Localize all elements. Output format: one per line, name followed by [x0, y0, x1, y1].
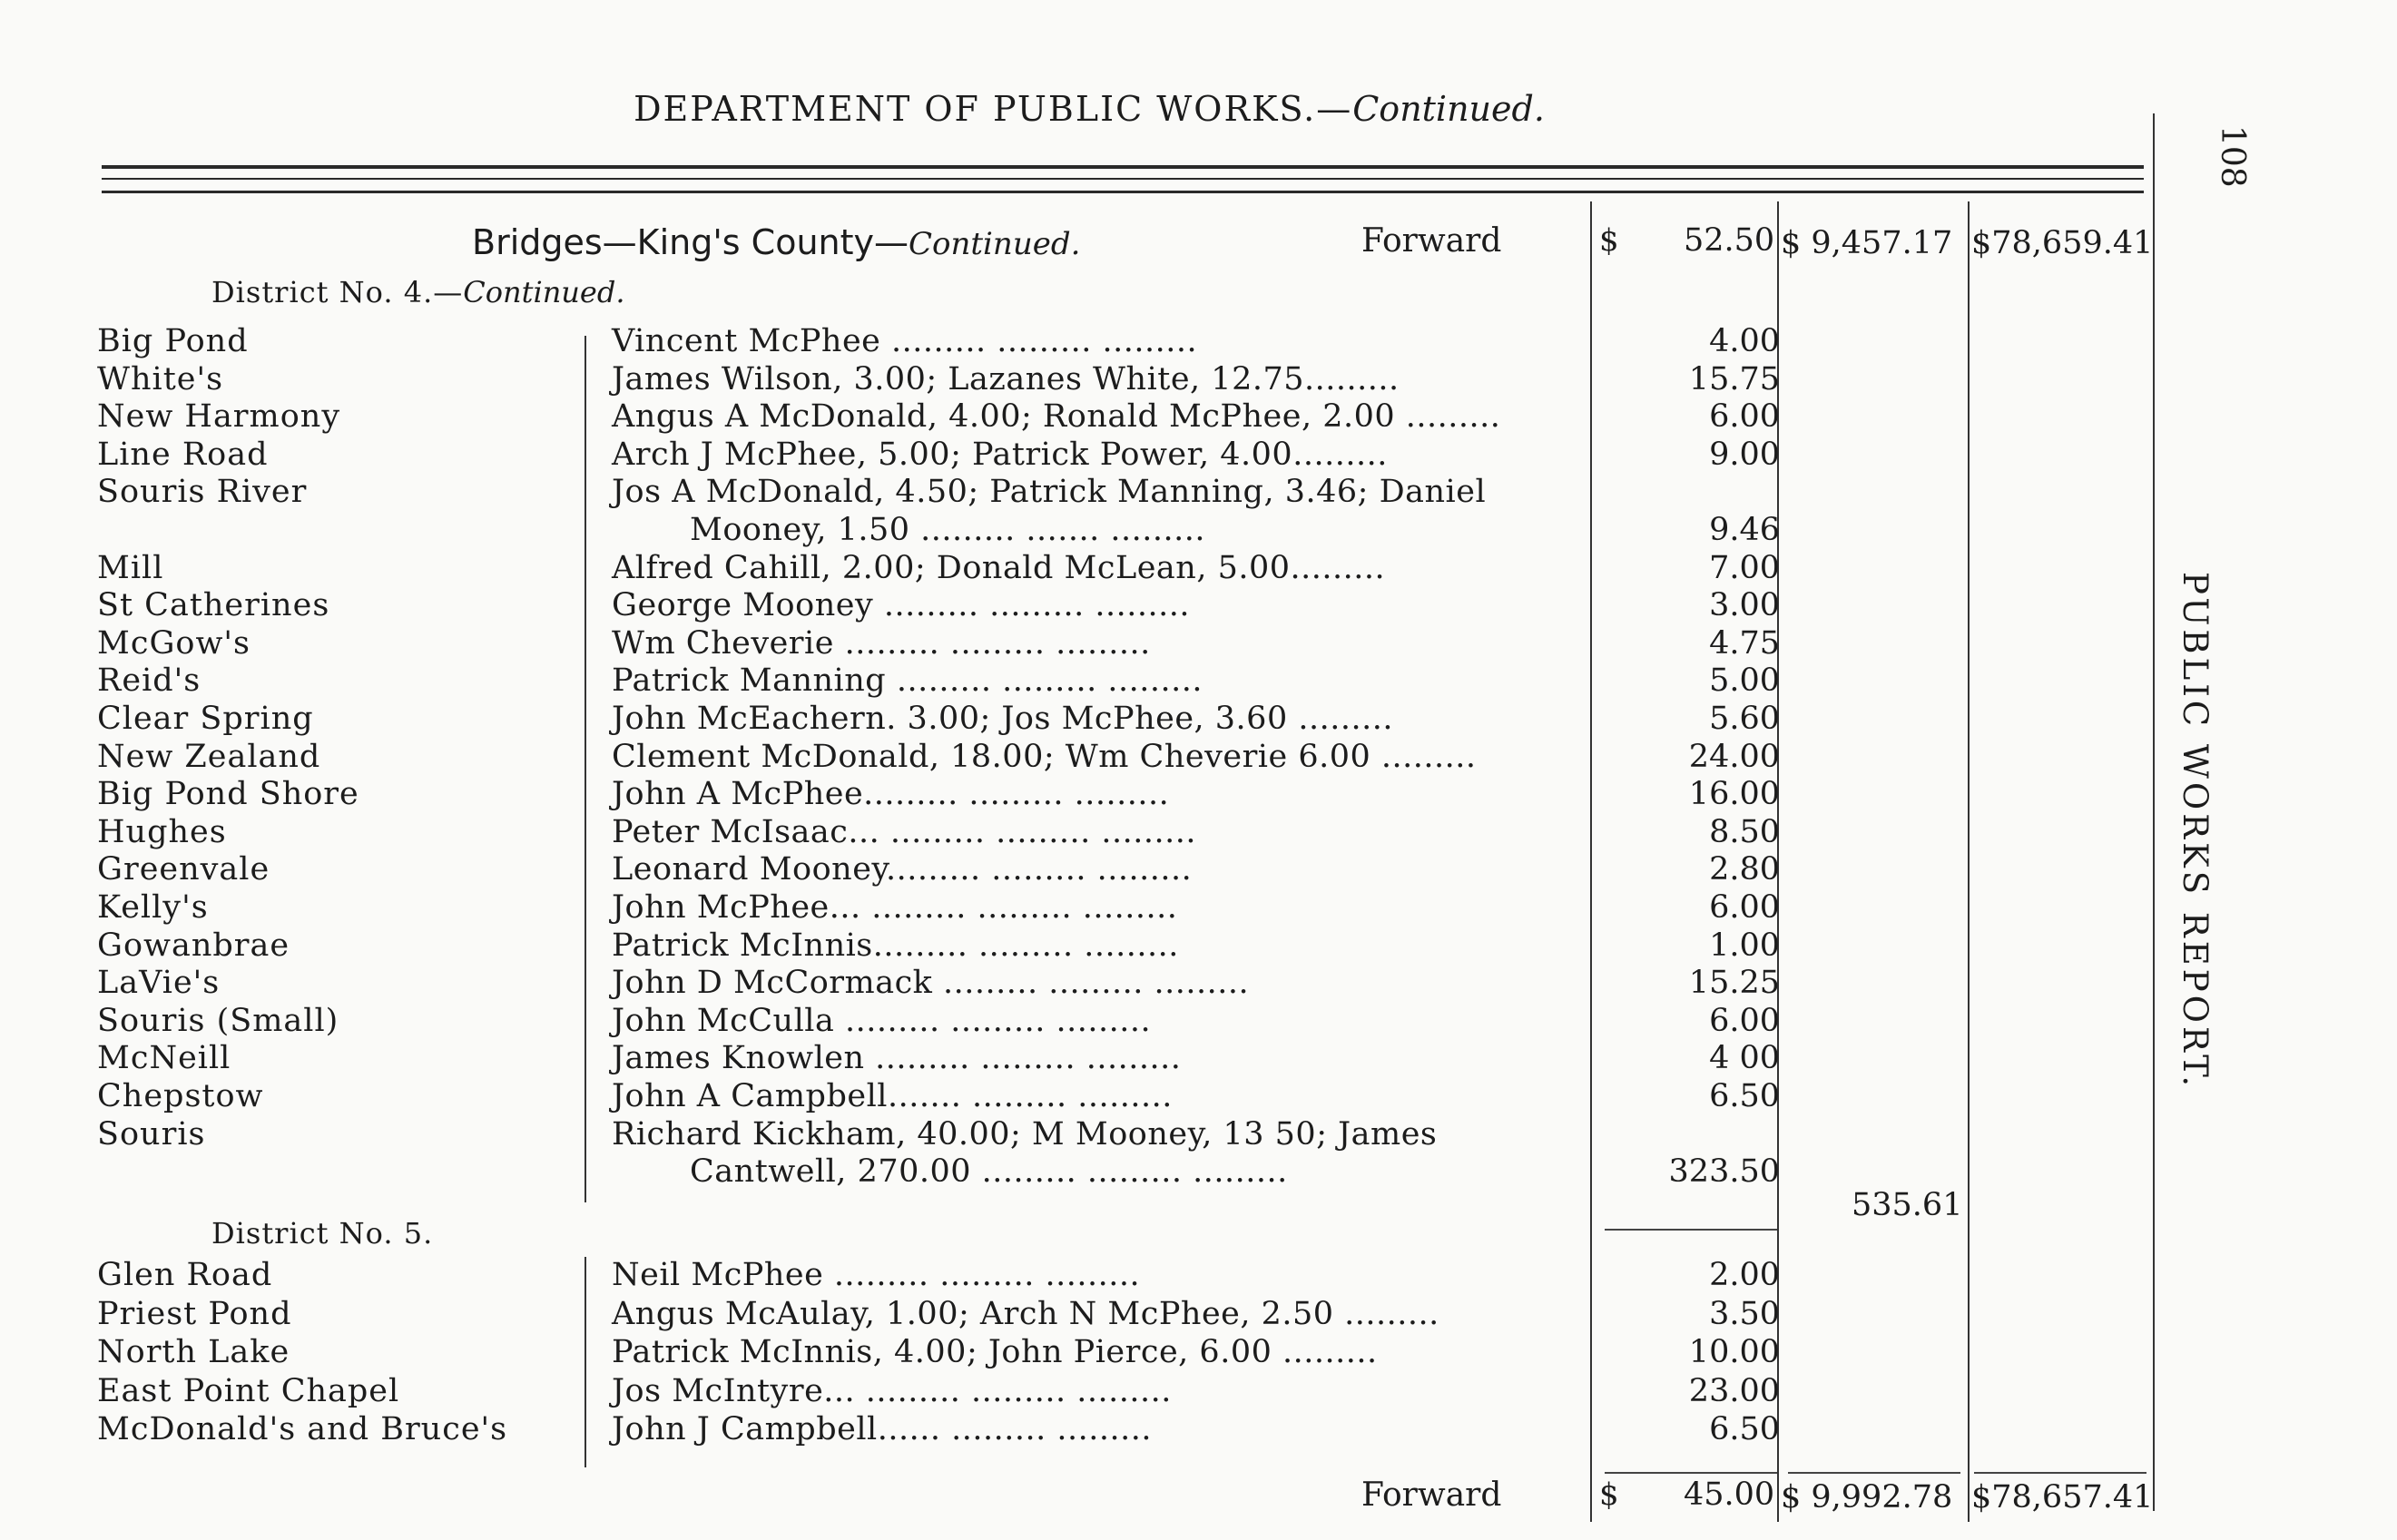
table-row: [0, 662, 2397, 701]
payee-entry: Patrick Manning ......... ......... .........: [612, 662, 1203, 700]
amount: 6.00: [1709, 1002, 1780, 1039]
amount: 10.00: [1688, 1334, 1780, 1370]
table-row: [0, 474, 2397, 512]
header-rule: [102, 191, 2144, 193]
table-row: [0, 625, 2397, 663]
payee-entry: Angus A McDonald, 4.00; Ronald McPhee, 2.00 .........: [612, 398, 1501, 436]
forward-label: Forward: [1361, 1476, 1502, 1514]
place-name: North Lake: [97, 1334, 290, 1370]
place-name: Big Pond Shore: [97, 776, 359, 813]
total-rule: [1605, 1472, 1777, 1474]
amount: 3.00: [1709, 587, 1780, 624]
amount: 5.00: [1709, 662, 1780, 700]
table-row: [0, 1296, 2397, 1334]
total-rule: [1788, 1472, 1960, 1474]
forward-amount: $ 9,992.78: [1781, 1479, 1953, 1515]
place-name: Priest Pond: [97, 1295, 292, 1332]
forward-dollar-sign: $: [1599, 222, 1619, 259]
payee-entry: Patrick McInnis......... ......... .........: [612, 927, 1179, 964]
table-row: [0, 587, 2397, 625]
payee-entry: James Wilson, 3.00; Lazanes White, 12.75.........: [612, 360, 1400, 397]
payee-entry: George Mooney ......... ......... .........: [612, 587, 1190, 624]
place-name: White's: [97, 360, 224, 397]
table-row: [0, 851, 2397, 889]
amount: 6.00: [1709, 398, 1780, 436]
payee-entry: Peter McIsaac... ......... ......... .........: [612, 813, 1197, 850]
payee-entry: John A McPhee......... ......... .........: [612, 776, 1170, 813]
amount: 323.50: [1668, 1153, 1780, 1191]
place-name: Clear Spring: [97, 701, 314, 737]
running-title: PUBLIC WORKS REPORT.: [2176, 572, 2215, 1091]
section-title-text: Bridges—King's County—: [472, 222, 909, 262]
forward-amount: 52.50: [1684, 222, 1775, 259]
payee-entry: Patrick McInnis, 4.00; John Pierce, 6.00 .........: [612, 1334, 1378, 1370]
payee-entry: Neil McPhee ......... ......... .........: [612, 1257, 1141, 1293]
amount: 6.00: [1709, 889, 1780, 926]
table-row: [0, 1153, 2397, 1192]
forward-dollar-sign: $: [1599, 1476, 1619, 1513]
table-row: [0, 1334, 2397, 1372]
table-row: [0, 1373, 2397, 1411]
place-name: Souris (Small): [97, 1002, 339, 1039]
amount: 9.00: [1709, 436, 1780, 473]
table-row: [0, 1116, 2397, 1154]
table-row: [0, 1257, 2397, 1295]
payee-entry: Jos A McDonald, 4.50; Patrick Manning, 3.46; Daniel: [612, 474, 1487, 511]
amount: 9.46: [1709, 512, 1780, 548]
table-row: [0, 889, 2397, 927]
place-name: McDonald's and Bruce's: [97, 1411, 508, 1447]
payee-entry: John D McCormack ......... ......... .........: [612, 965, 1250, 1002]
place-name: LaVie's: [97, 965, 221, 1002]
amount: 4 00: [1709, 1040, 1780, 1077]
payee-entry: Angus McAulay, 1.00; Arch N McPhee, 2.50 .........: [612, 1295, 1439, 1332]
place-name: McNeill: [97, 1040, 231, 1077]
amount: 2.80: [1709, 851, 1780, 888]
place-name: McGow's: [97, 624, 251, 662]
subtotal-rule: [1605, 1229, 1777, 1231]
district-subtotal: 535.61: [1852, 1187, 1963, 1223]
payee-entry: John McEachern. 3.00; Jos McPhee, 3.60 .........: [612, 701, 1393, 737]
place-name: Glen Road: [97, 1257, 273, 1293]
payee-entry: John McPhee... ......... ......... .........: [612, 889, 1178, 926]
place-name: Mill: [97, 549, 164, 586]
place-name: Souris: [97, 1115, 206, 1153]
payee-entry: Richard Kickham, 40.00; M Mooney, 13 50; James: [612, 1115, 1438, 1153]
payee-entry: Alfred Cahill, 2.00; Donald McLean, 5.00.........: [612, 549, 1386, 586]
amount: 1.00: [1709, 927, 1780, 964]
amount: 3.50: [1709, 1295, 1780, 1332]
amount: 6.50: [1709, 1078, 1780, 1114]
table-row: [0, 361, 2397, 399]
table-row: [0, 512, 2397, 550]
payee-entry: John McCulla ......... ......... .........: [612, 1002, 1152, 1039]
place-name: Line Road: [97, 436, 269, 473]
payee-entry: Arch J McPhee, 5.00; Patrick Power, 4.00.........: [612, 436, 1388, 473]
place-name: East Point Chapel: [97, 1372, 400, 1409]
table-row: [0, 776, 2397, 814]
place-name: New Zealand: [97, 738, 321, 775]
amount: 23.00: [1688, 1372, 1780, 1409]
page-title-continued: Continued.: [1352, 89, 1545, 129]
place-name: Big Pond: [97, 323, 249, 359]
forward-label: Forward: [1361, 222, 1502, 260]
section-title: [472, 222, 1080, 262]
amount: 15.25: [1688, 965, 1780, 1002]
table-row: [0, 550, 2397, 588]
payee-entry: Clement McDonald, 18.00; Wm Cheverie 6.00 .........: [612, 738, 1477, 775]
payee-entry: Jos McIntyre... ......... ......... .........: [612, 1372, 1172, 1409]
payee-entry: John J Campbell...... ......... .........: [612, 1411, 1152, 1447]
place-name: Gowanbrae: [97, 927, 290, 964]
district-heading: [211, 275, 625, 309]
place-name: Kelly's: [97, 889, 209, 926]
header-rule: [102, 178, 2144, 180]
place-name: Chepstow: [97, 1078, 264, 1114]
payee-entry: James Knowlen ......... ......... .........: [612, 1040, 1182, 1077]
forward-amount: $ 9,457.17: [1781, 225, 1953, 261]
amount: 2.00: [1709, 1257, 1780, 1293]
table-row: [0, 1040, 2397, 1078]
payee-entry: John A Campbell....... ......... .........: [612, 1078, 1173, 1114]
district-label: District No. 4.—: [211, 275, 464, 309]
table-row: [0, 323, 2397, 361]
payee-entry: Vincent McPhee ......... ......... .........: [612, 323, 1198, 359]
district-label: District No. 5.: [211, 1216, 434, 1251]
header-rule: [102, 165, 2144, 169]
place-name: Reid's: [97, 662, 201, 700]
place-name: Hughes: [97, 813, 227, 850]
page-number: 108: [2214, 125, 2251, 188]
payee-entry: Wm Cheverie ......... ......... .........: [612, 624, 1151, 662]
table-row: [0, 398, 2397, 436]
forward-amount: $78,657.41: [1971, 1479, 2154, 1515]
table-row: [0, 814, 2397, 852]
place-name: New Harmony: [97, 398, 341, 436]
place-name: St Catherines: [97, 587, 330, 624]
table-row: [0, 701, 2397, 739]
amount: 4.00: [1709, 323, 1780, 359]
payee-entry: Cantwell, 270.00 ......... ......... .........: [690, 1153, 1288, 1191]
amount: 4.75: [1709, 624, 1780, 662]
table-row: [0, 965, 2397, 1003]
amount: 24.00: [1688, 738, 1780, 775]
district-label-continued: Continued.: [463, 275, 625, 309]
amount: 6.50: [1709, 1411, 1780, 1447]
amount: 5.60: [1709, 701, 1780, 737]
table-row: [0, 436, 2397, 475]
place-name: Souris River: [97, 474, 308, 511]
payee-entry: Leonard Mooney......... ......... .........: [612, 851, 1193, 888]
table-row: [0, 927, 2397, 966]
place-name: Greenvale: [97, 851, 270, 888]
total-rule: [1974, 1472, 2146, 1474]
table-row: [0, 739, 2397, 777]
forward-amount: $78,659.41: [1971, 225, 2154, 261]
page-title: [91, 89, 2088, 129]
table-row: [0, 1411, 2397, 1449]
table-row: [0, 1078, 2397, 1116]
amount: 16.00: [1688, 776, 1780, 813]
section-title-continued: Continued.: [909, 226, 1081, 262]
table-row: [0, 1003, 2397, 1041]
district-heading: [211, 1216, 433, 1251]
payee-entry: Mooney, 1.50 ......... ....... .........: [690, 512, 1206, 548]
amount: 8.50: [1709, 813, 1780, 850]
amount: 15.75: [1688, 360, 1780, 397]
page-title-text: DEPARTMENT OF PUBLIC WORKS.—: [634, 89, 1353, 129]
amount: 7.00: [1709, 549, 1780, 586]
forward-amount: 45.00: [1684, 1476, 1775, 1513]
